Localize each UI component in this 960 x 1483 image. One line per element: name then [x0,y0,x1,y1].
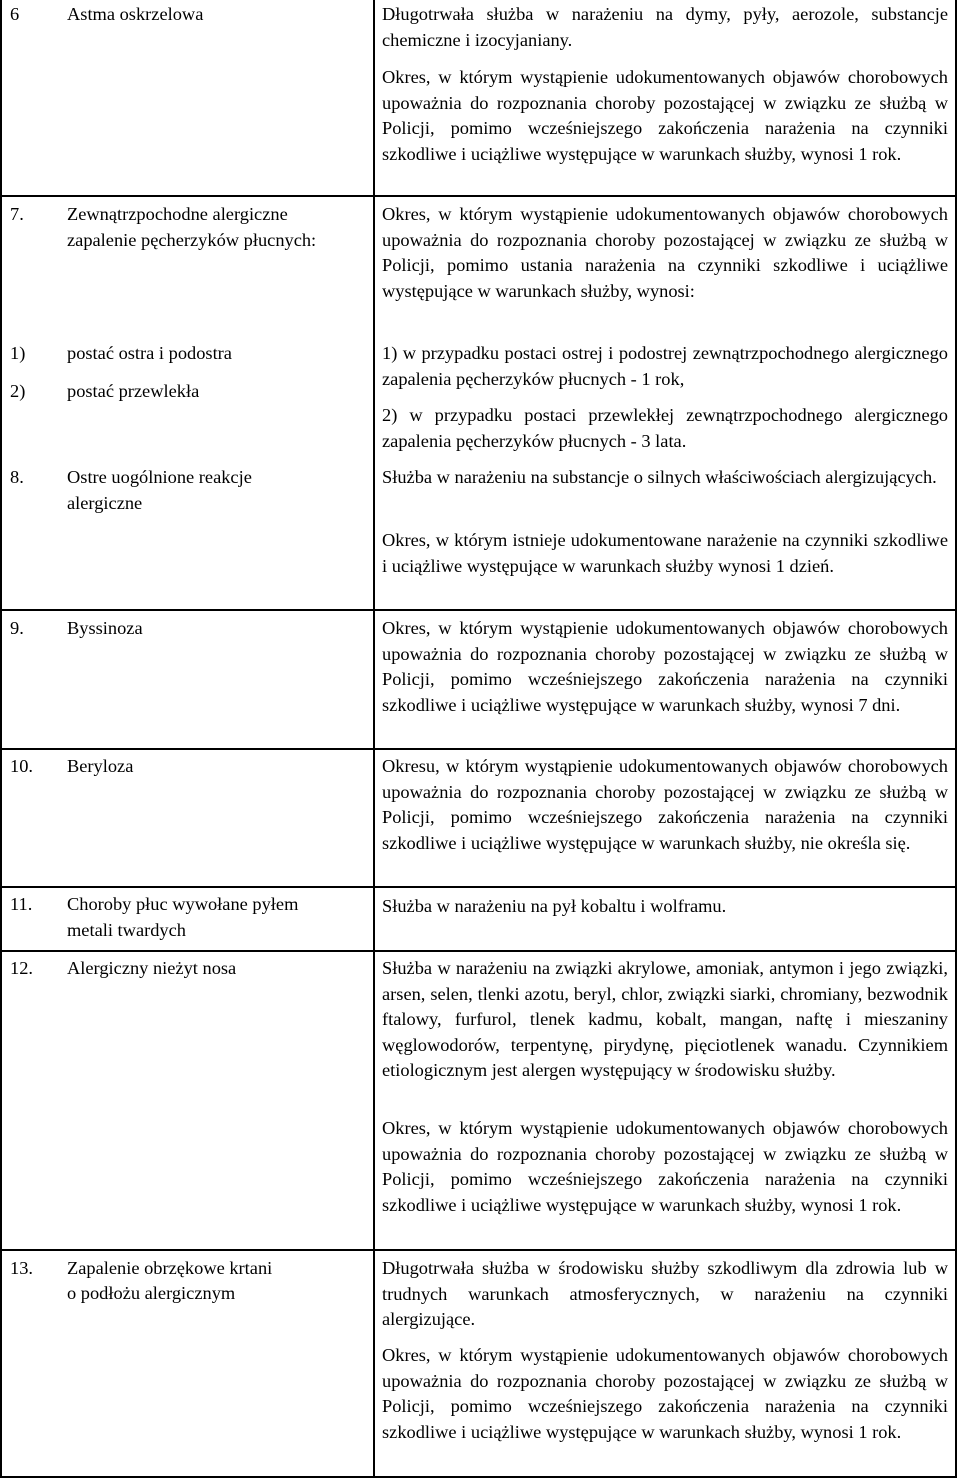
recognition-period: Okres, w którym wystąpienie udokumentowanych objawów chorobowych upoważnia do rozpoznania choroby pozostającej w związku ze służbą w Policji, pomimo wcześniejszego zakończenia narażenia na czynniki szkodliwe i uciążliwe występujące w warunkach służby, wynosi 1 rok. [382,1345,948,1442]
exposure-conditions: Długotrwała służba w środowisku służby szkodliwym dla zdrowia lub w trudnych warunkach atmosferycznych, w narażeniu na czynniki alergizujące. [382,1258,948,1329]
recognition-period: Okres, w którym wystąpienie udokumentowanych objawów chorobowych upoważnia do rozpoznania choroby pozostającej w związku ze służbą w Policji, pomimo wcześniejszego zakończenia narażenia na czynniki szkodliwe i uciążliwe występujące w warunkach służby, wynosi 7 dni. [382,618,948,715]
row-number: 13. [10,1258,33,1278]
recognition-period: Okres, w którym istnieje udokumentowane narażenie na czynniki szkodliwe i uciążliwe występujące w warunkach służby wynosi 1 dzień. [382,530,948,576]
disease-name: Ostre uogólnione reakcje [67,467,252,487]
row-divider [0,748,957,750]
disease-name: Alergiczny nieżyt nosa [67,958,237,978]
row-divider [0,886,957,888]
recognition-period: Okres, w którym wystąpienie udokumentowanych objawów chorobowych upoważnia do rozpoznania choroby pozostającej w związku ze służbą w Policji, pomimo wcześniejszego zakończenia narażenia na czynniki szkodliwe i uciążliwe występujące w warunkach służby, wynosi 1 rok. [382,1118,948,1215]
table-left-border [0,0,2,1478]
table-column-divider [373,0,375,1478]
disease-name: zapalenie pęcherzyków płucnych: [67,230,317,250]
disease-name: Astma oskrzelowa [67,4,204,24]
row-divider [0,950,957,952]
sub-item-period: 2) w przypadku postaci przewlekłej zewnątrzpochodnego alergicznego zapalenia pęcherzyków płucnych - 3 lata. [382,405,948,451]
sub-item-number: 1) [10,343,26,363]
table-bottom-border [0,1476,957,1478]
disease-name: alergiczne [67,493,143,513]
row-number: 7. [10,204,24,224]
row-divider [0,195,957,197]
row-number: 12. [10,958,33,978]
exposure-conditions: Długotrwała służba w narażeniu na dymy, pyły, aerozole, substancje chemiczne i izocyjaniany. [382,4,948,50]
disease-name: Zewnątrzpochodne alergiczne [67,204,288,224]
row-number: 10. [10,756,33,776]
row-number: 11. [10,894,33,914]
exposure-conditions: Służba w narażeniu na pył kobaltu i wolframu. [382,896,727,916]
sub-item-number: 2) [10,381,26,401]
disease-name: metali twardych [67,920,186,940]
row-divider [0,1249,957,1251]
disease-name: Zapalenie obrzękowe krtani [67,1258,273,1278]
row-number: 6 [10,4,20,24]
disease-name: Byssinoza [67,618,143,638]
recognition-period: Okres, w którym wystąpienie udokumentowanych objawów chorobowych upoważnia do rozpoznania choroby pozostającej w związku ze służbą w Policji, pomimo wcześniejszego zakończenia narażenia na czynniki szkodliwe i uciążliwe występujące w warunkach służby, wynosi 1 rok. [382,67,948,164]
disease-name: Choroby płuc wywołane pyłem [67,894,299,914]
disease-name: Beryloza [67,756,134,776]
sub-item-name: postać przewlekła [67,381,200,401]
exposure-conditions: Służba w narażeniu na substancje o silnych właściwościach alergizujących. [382,467,937,487]
disease-name: o podłożu alergicznym [67,1283,236,1303]
exposure-conditions: Służba w narażeniu na związki akrylowe, amoniak, antymon i jego związki, arsen, selen, tlenki azotu, beryl, chlor, związki siarki, chromiany, bezwodnik ftalowy, furfurol, tlenek kadmu, kobalt, mangan, naftę i mieszaniny węglowodorów, terpentynę, pirydynę, pięciotlenek wanadu. Czynnikiem etiologicznym jest alergen występujący w środowisku służby. [382,958,948,1080]
row-number: 9. [10,618,24,638]
sub-item-name: postać ostra i podostra [67,343,232,363]
row-number: 8. [10,467,24,487]
sub-item-period: 1) w przypadku postaci ostrej i podostrej zewnątrzpochodnego alergicznego zapalenia pęcherzyków płucnych - 1 rok, [382,343,948,389]
table-right-border [955,0,957,1478]
recognition-period: Okresu, w którym wystąpienie udokumentowanych objawów chorobowych upoważnia do rozpoznania choroby pozostającej w związku ze służbą w Policji, pomimo wcześniejszego zakończenia narażenia na czynniki szkodliwe i uciążliwe występujące w warunkach służby, nie określa się. [382,756,948,853]
row-divider [0,609,957,611]
recognition-period: Okres, w którym wystąpienie udokumentowanych objawów chorobowych upoważnia do rozpoznania choroby pozostającej w związku ze służbą w Policji, pomimo ustania narażenia na czynniki szkodliwe i uciążliwe występujące w warunkach służby, wynosi: [382,204,948,301]
